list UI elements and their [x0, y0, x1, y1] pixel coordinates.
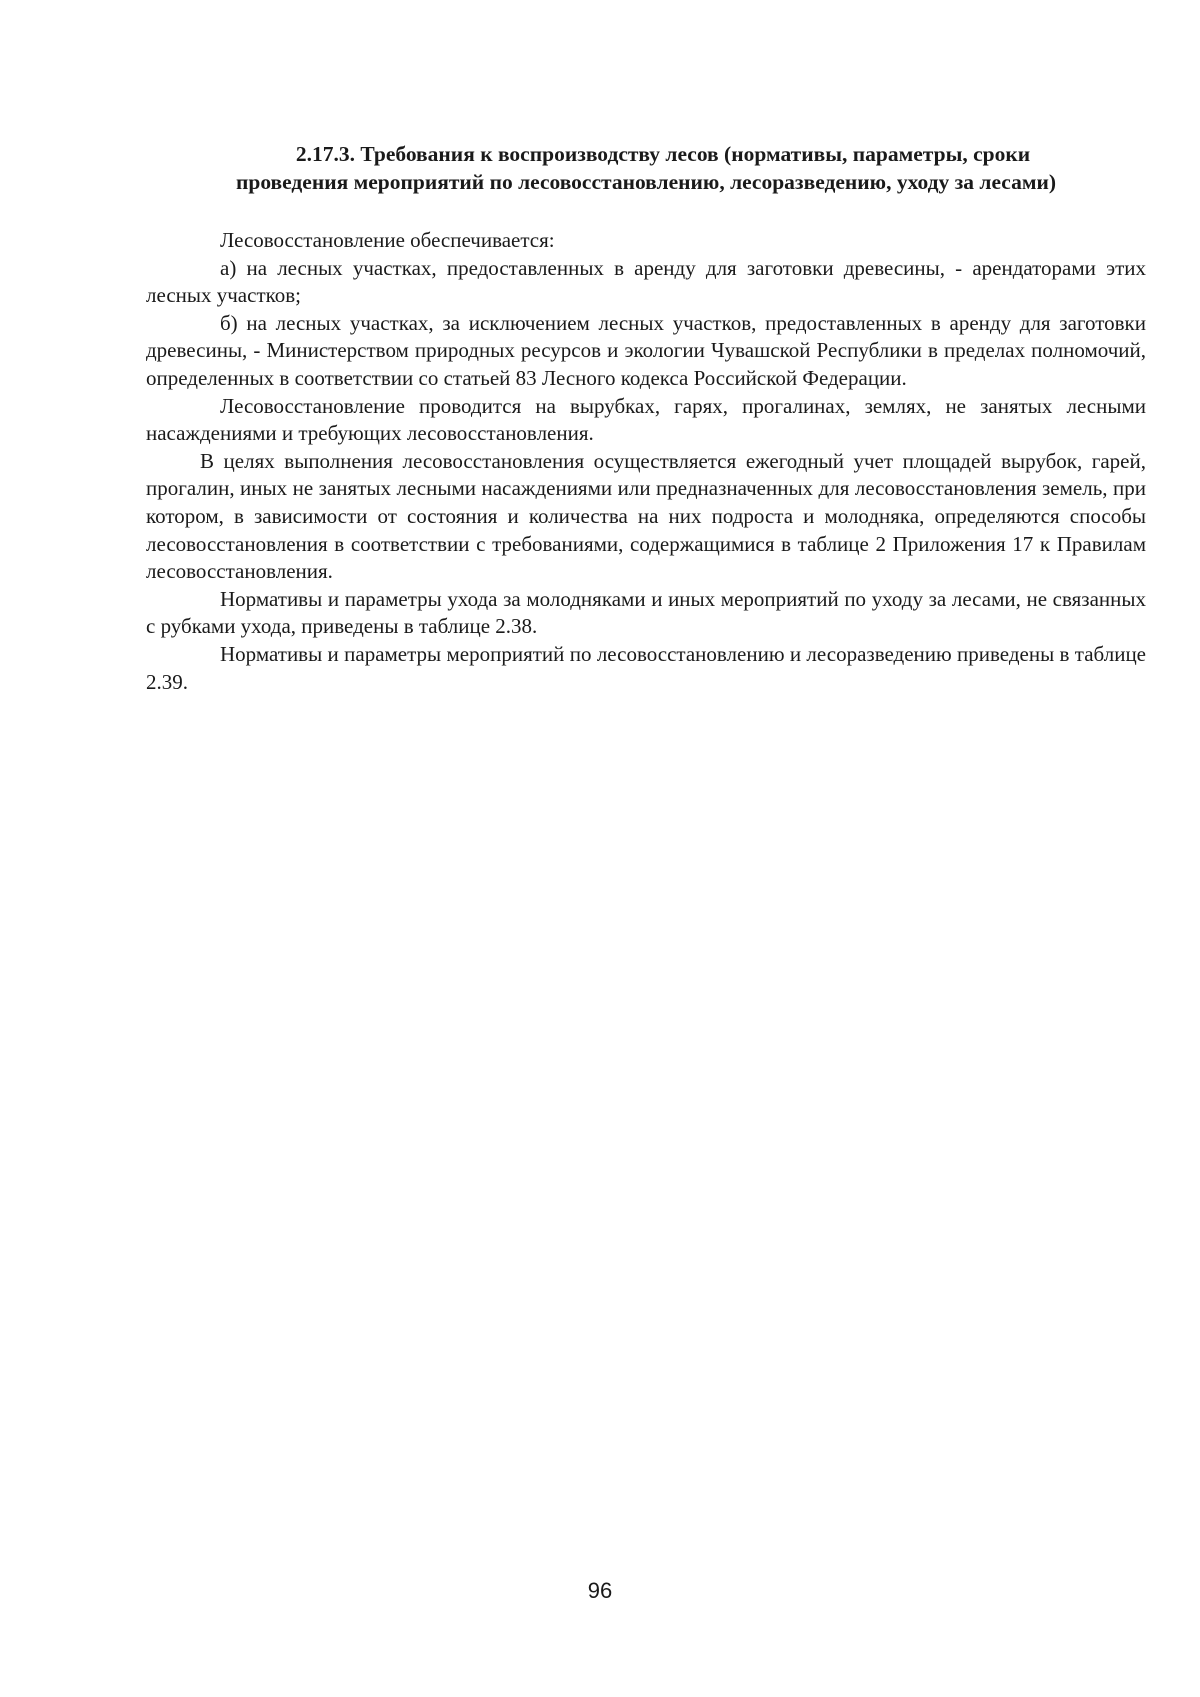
paragraph-item-a: а) на лесных участках, предоставленных в аренду для заготовки древесины, - арендаторами этих лесных участков; [146, 255, 1146, 308]
section-heading [146, 140, 1146, 196]
section-body [146, 227, 1146, 696]
paragraph-reforestation-sites: Лесовосстановление проводится на вырубках, гарях, прогалинах, землях, не занятых лесными насаждениями и требующих лесовосстановления. [146, 393, 1146, 446]
section-heading-line-2: проведения мероприятий по лесовосстановлению, лесоразведению, уходу за лесами) [235, 170, 1057, 194]
paragraph-intro: Лесовосстановление обеспечивается: [220, 228, 555, 252]
paragraph-annual-accounting: В целях выполнения лесовосстановления осуществляется ежегодный учет площадей вырубок, гарей, прогалин, иных не занятых лесными насаждениями или предназначенных для лесовосстановления земель, при котором, в зависимости от состояния и количества на них подроста и молодняка, определяются способы лесовосстановления в соответствии с требованиями, содержащимися в таблице 2 Приложения 17 к Правилам лесовосстановления. [146, 448, 1146, 584]
paragraph-item-b: б) на лесных участках, за исключением лесных участков, предоставленных в аренду для заготовки древесины, - Министерством природных ресурсов и экологии Чувашской Республики в пределах полномочий, определенных в соответствии со статьей 83 Лесного кодекса Российской Федерации. [146, 310, 1146, 390]
page-number: 96 [587, 1578, 613, 1603]
paragraph-table-2-38-reference: Нормативы и параметры ухода за молодняками и иных мероприятий по уходу за лесами, не связанных с рубками ухода, приведены в таблице 2.38. [146, 586, 1146, 639]
paragraph-table-2-39-reference: Нормативы и параметры мероприятий по лесовосстановлению и лесоразведению приведены в таблице 2.39. [146, 641, 1146, 694]
section-heading-line-1: 2.17.3. Требования к воспроизводству лесов (нормативы, параметры, сроки [295, 142, 1031, 166]
